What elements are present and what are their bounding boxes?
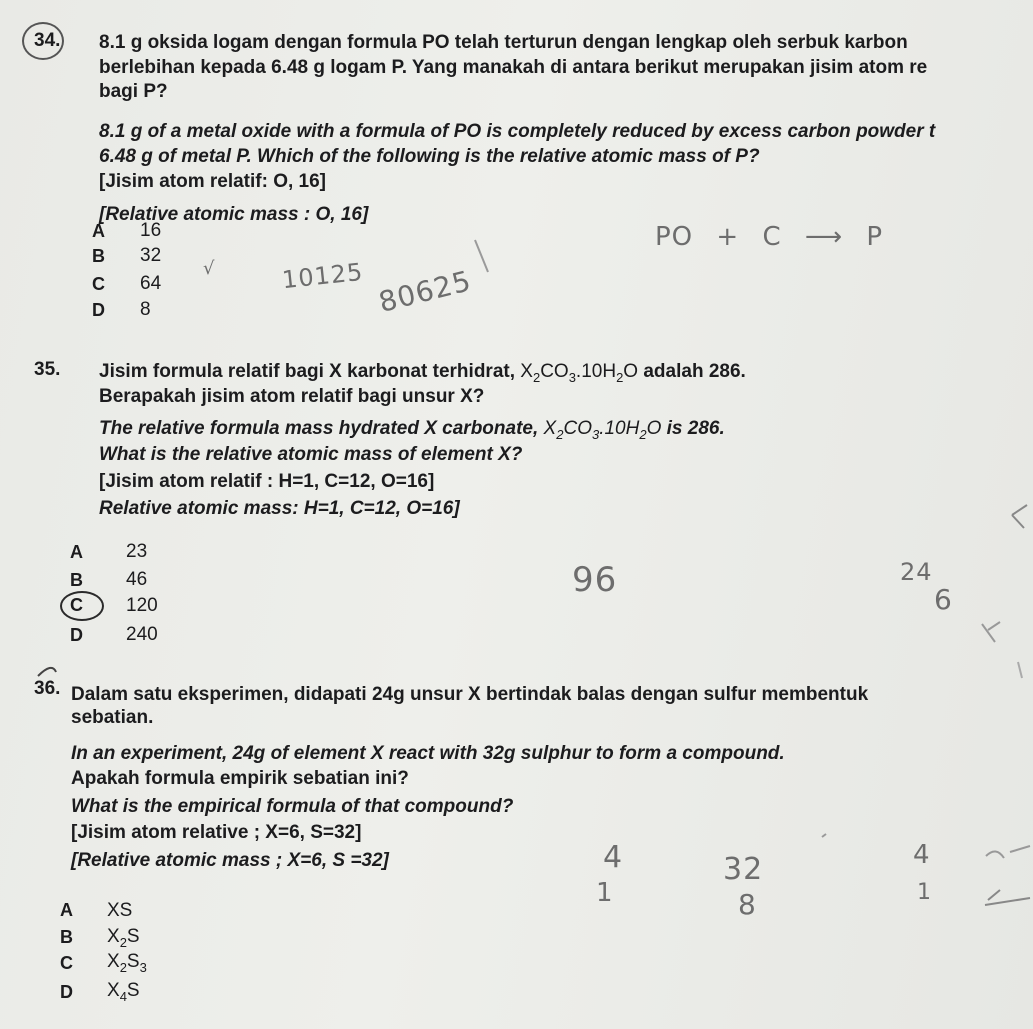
option-letter: C bbox=[92, 274, 105, 294]
handwritten-working: 10125 bbox=[280, 257, 365, 295]
handwritten-working: 6 bbox=[934, 583, 953, 616]
option-letter: A bbox=[70, 542, 83, 562]
handwritten-working: 24 bbox=[900, 558, 933, 586]
handwritten-check: √ bbox=[203, 258, 216, 279]
option-value: 64 bbox=[140, 273, 162, 294]
option-value: 16 bbox=[140, 220, 162, 241]
question-text-ms: Apakah formula empirik sebatian ini? bbox=[71, 768, 409, 789]
option-value: 23 bbox=[126, 541, 148, 562]
text-segment: Jisim formula relatif bagi X karbonat terhidrat, bbox=[99, 361, 521, 382]
option-value: $X_2S_3$ bbox=[107, 951, 147, 975]
question-number: 36. bbox=[34, 678, 61, 699]
option-value: 120 bbox=[126, 595, 158, 616]
option-value: XS bbox=[107, 900, 133, 921]
option-value: $X_4S$ bbox=[107, 980, 140, 1004]
handwritten-working: 8 bbox=[738, 888, 757, 921]
text-segment: The relative formula mass hydrated X carbonate, bbox=[99, 418, 544, 439]
handwritten-working: 1 bbox=[917, 880, 932, 905]
option-letter: D bbox=[92, 300, 105, 320]
option-letter: B bbox=[60, 927, 73, 947]
question-number: 34. bbox=[34, 30, 61, 51]
option-value: 8 bbox=[140, 299, 151, 320]
option-value: $X_2S$ bbox=[107, 926, 140, 950]
handwritten-working: 4 bbox=[603, 840, 624, 875]
option-letter: A bbox=[60, 900, 73, 920]
text-segment: adalah 286. bbox=[638, 361, 746, 382]
chemical-formula: $X_2CO_3.10H_2O$ bbox=[520, 361, 639, 385]
question-text-ms: sebatian. bbox=[71, 707, 154, 728]
data-note-ms: [Jisim atom relative ; X=6, S=32] bbox=[71, 822, 362, 843]
data-note-en: [Relative atomic mass ; X=6, S =32] bbox=[71, 850, 389, 871]
handwritten-working: 4 bbox=[913, 840, 931, 870]
handwritten-working: 96 bbox=[572, 560, 618, 600]
option-letter: B bbox=[92, 246, 105, 266]
option-value: 46 bbox=[126, 569, 148, 590]
option-letter: D bbox=[60, 982, 73, 1002]
data-note-en: [Relative atomic mass : O, 16] bbox=[99, 204, 369, 225]
question-text-en: 8.1 g of a metal oxide with a formula of PO is completely reduced by excess carbon powder t bbox=[99, 121, 936, 142]
question-text-ms: bagi P? bbox=[99, 81, 168, 102]
option-value: 32 bbox=[140, 245, 162, 266]
option-value: 240 bbox=[126, 624, 158, 645]
handwritten-working: 32 bbox=[723, 852, 764, 887]
question-text-ms: 8.1 g oksida logam dengan formula PO telah terturun dengan lengkap oleh serbuk karbon bbox=[99, 32, 908, 53]
question-number: 35. bbox=[34, 359, 61, 380]
data-note-ms: [Jisim atom relatif : H=1, C=12, O=16] bbox=[99, 471, 435, 492]
chemical-formula: $X_2CO_3.10H_2O$ bbox=[543, 418, 662, 442]
question-text-ms: Berapakah jisim atom relatif bagi unsur X? bbox=[99, 386, 485, 407]
text-segment: is 286. bbox=[661, 418, 725, 439]
question-text-ms: Dalam satu eksperimen, didapati 24g unsur X bertindak balas dengan sulfur membentuk bbox=[71, 684, 869, 705]
option-letter: D bbox=[70, 625, 83, 645]
handwritten-working: 80625 bbox=[375, 264, 475, 319]
question-text-en: What is the empirical formula of that compound? bbox=[71, 796, 514, 817]
handwritten-working: 1 bbox=[596, 878, 614, 908]
data-note-ms: [Jisim atom relatif: O, 16] bbox=[99, 171, 327, 192]
question-text-en: What is the relative atomic mass of element X? bbox=[99, 444, 523, 465]
option-letter: A bbox=[92, 221, 105, 241]
question-text-ms: berlebihan kepada 6.48 g logam P. Yang manakah di antara berikut merupakan jisim atom re bbox=[99, 57, 928, 78]
question-text-en: In an experiment, 24g of element X react with 32g sulphur to form a compound. bbox=[71, 743, 785, 764]
handwritten-equation: PO + C ⟶ P bbox=[655, 222, 884, 252]
option-letter: B bbox=[70, 570, 83, 590]
data-note-en: Relative atomic mass: H=1, C=12, O=16] bbox=[99, 498, 460, 519]
question-text-en: 6.48 g of metal P. Which of the following is the relative atomic mass of P? bbox=[99, 146, 760, 167]
option-letter: C bbox=[70, 595, 83, 615]
option-letter: C bbox=[60, 953, 73, 973]
